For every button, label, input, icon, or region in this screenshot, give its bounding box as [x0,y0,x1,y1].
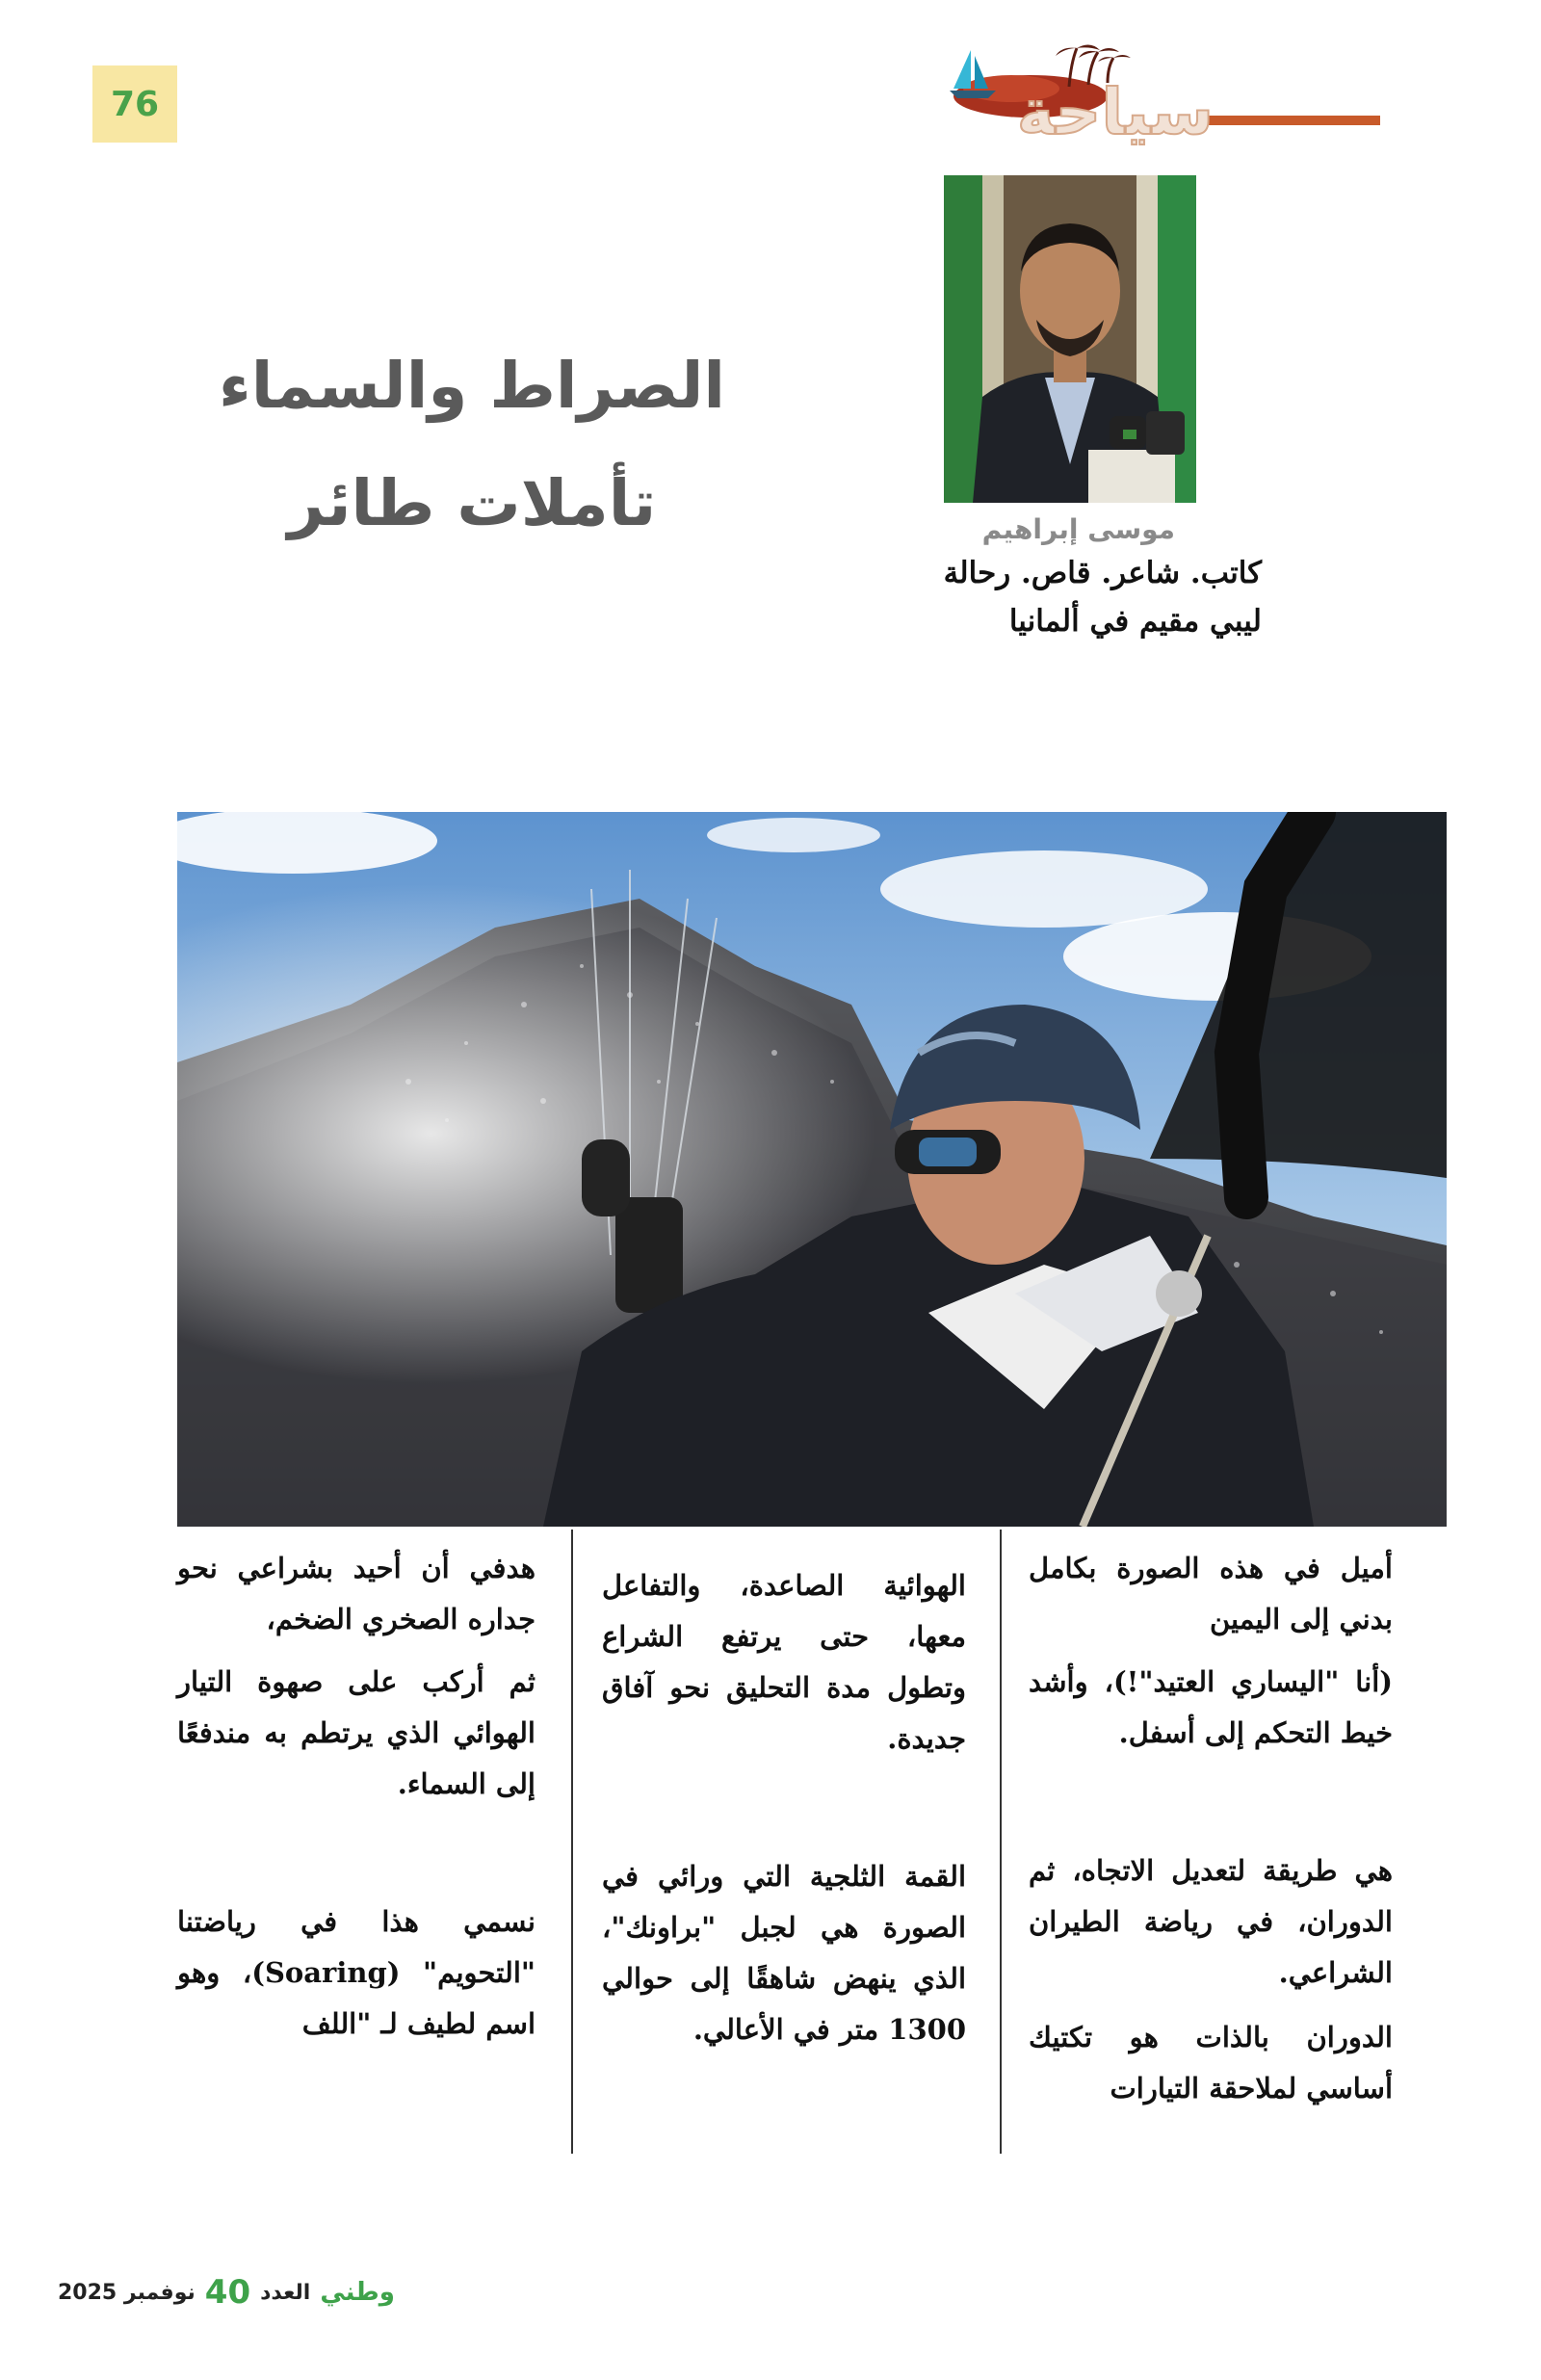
column-rule-right [1000,1530,1002,2154]
paragraph: الدوران بالذات هو تكتيك أساسي لملاحقة التيارات [1029,2021,1393,2105]
article-column-left [177,1543,535,2050]
main-photo-paraglider [177,812,1447,1527]
paragraph: أميل في هذه الصورة بكامل بدني إلى اليمين [1029,1552,1393,1635]
headline-line-2: تأملات طائر [287,466,657,540]
footer-issue-number: 40 [204,2273,251,2312]
footer-date: نوفمبر 2025 [58,2280,196,2305]
headline-line-1: الصراط والسماء [218,349,725,423]
footer-issue-label: العدد [260,2280,311,2305]
author-name: موسى إبراهيم [981,513,1175,545]
author-bio [809,549,1262,645]
author-bio-line-2: ليبي مقيم في ألمانيا [1008,604,1262,639]
section-header [828,29,1387,149]
paragraph: هدفي أن أحيد بشراعي نحو جداره الصخري الضخم، [177,1552,535,1635]
paragraph: ثم أركب على صهوة التيار الهوائي الذي يرتطم به مندفعًا إلى السماء. [177,1665,535,1800]
paragraph: هي طريقة لتعديل الاتجاه، ثم الدوران، في رياضة الطيران الشراعي. [1029,1854,1393,1989]
article-column-middle [602,1560,966,2055]
footer-magazine-name: وطني [320,2278,395,2307]
column-rule-left [571,1530,573,2154]
section-divider-bar [1207,116,1380,125]
author-bio-line-1: كاتب. شاعر. قاص. رحالة [943,556,1262,590]
page-number: 76 [92,65,177,143]
page-footer [58,2271,395,2314]
paragraph: (أنا "اليساري العتيد"!)، وأشد خيط التحكم إلى أسفل. [1029,1665,1393,1749]
article-headline [183,327,761,562]
paragraph: الهوائية الصاعدة، والتفاعل معها، حتى يرتفع الشراع وتطول مدة التحليق نحو آفاق جديدة. [602,1569,966,1755]
paragraph: نسمي هذا في رياضتنا "التحويم" (Soaring)، وهو اسم لطيف لـ "اللف [177,1905,535,2040]
paragraph: القمة الثلجية التي ورائي في الصورة هي لجبل "براونك"، الذي ينهض شاهقًا إلى حوالي 1300 متر في الأعالي. [602,1860,966,2046]
article-column-right [1029,1543,1393,2114]
section-title: سياحة [1016,75,1214,149]
author-photo [944,175,1196,503]
